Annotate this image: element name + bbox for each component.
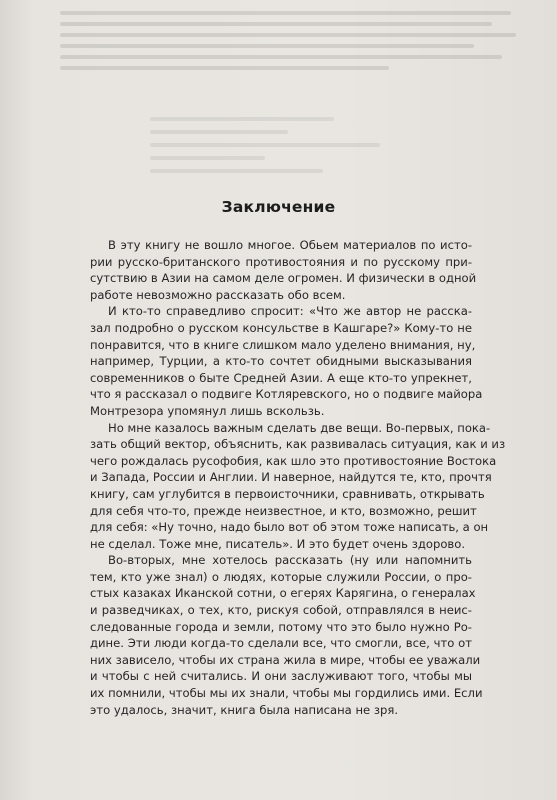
text-line: дине. Эти люди когда-то сделали все, что смогли, все, что от [90, 636, 472, 651]
chapter-title: Заключение [221, 198, 336, 216]
text-line: чего рождалась русофобия, как шло это противостояние Востока [90, 453, 497, 468]
text-line: не сделал. Тоже мне, писатель». И это будет очень здорово. [90, 536, 466, 551]
text-line: современников о быте Средней Азии. А еще кто-то упрекнет, [90, 370, 472, 385]
paragraph [90, 303, 483, 419]
paragraph [90, 237, 477, 303]
paragraph [90, 420, 506, 553]
text-line: и разведчиках, о тех, кто, рискуя собой, отправлялся в неис- [90, 603, 472, 618]
text-line: И кто-то справедливо спросит: «Что же автор не расска- [108, 304, 472, 319]
text-line: Монтрезора упомянул лишь вскользь. [90, 403, 325, 418]
text-line: например, Турции, а кто-то сочтет обидными высказывания [90, 354, 472, 369]
text-line: В эту книгу не вошло многое. Обьем материалов по исто- [108, 238, 472, 252]
chapter-body [90, 237, 506, 718]
text-line: и Запада, России и Англии. И наверное, найдутся те, кто, прочтя [90, 470, 492, 485]
text-line: сутствию в Азии на самом деле огромен. И физически в одной [90, 271, 477, 286]
text-line: это удалось, значит, книга была написана не зря. [90, 702, 399, 717]
text-line: понравится, что в книге слишком мало уделено внимания, ну, [90, 337, 476, 352]
bleed-through-heading [150, 108, 380, 208]
text-line: тем, кто уже знал) о людях, которые служили России, о про- [90, 569, 472, 584]
text-line: Во-вторых, мне хотелось рассказать (ну или напомнить [108, 553, 472, 568]
text-line: работе невозможно рассказать обо всем. [90, 287, 346, 302]
text-line: Но мне казалось важным сделать две вещи. Во-первых, пока- [108, 420, 491, 435]
text-line: стых казаках Иканской сотни, о егерях Карягина, о генералах [90, 586, 476, 601]
text-line: рии русско-британского противостояния и по русскому при- [90, 254, 472, 269]
text-line: них зависело, чтобы их страна жила в мире, чтобы ее уважали [90, 652, 481, 667]
bleed-through-text [60, 4, 530, 100]
text-line: их помнили, чтобы мы их знали, чтобы мы гордились ими. Если [90, 686, 483, 701]
text-line: следованные города и земли, потому что это было нужно Ро- [90, 619, 472, 634]
text-line: для себя что-то, прежде неизвестное, и кто, возможно, решит [90, 503, 477, 518]
text-line: и чтобы с ней считались. И они заслуживают того, чтобы мы [90, 669, 472, 684]
text-line: для себя: «Ну точно, надо было вот об этом тоже написать, а он [90, 520, 489, 535]
text-line: зать общий вектор, объяснить, как развивалась ситуация, как и из [90, 437, 506, 452]
text-line: что я рассказал о подвиге Котляревского, но о подвиге майора [90, 387, 483, 402]
text-line: зал подробно о русском консульстве в Кашгаре?» Кому-то не [90, 320, 472, 335]
text-line: книгу, сам углубится в первоисточники, сравнивать, открывать [90, 486, 485, 501]
paragraph [90, 552, 483, 718]
